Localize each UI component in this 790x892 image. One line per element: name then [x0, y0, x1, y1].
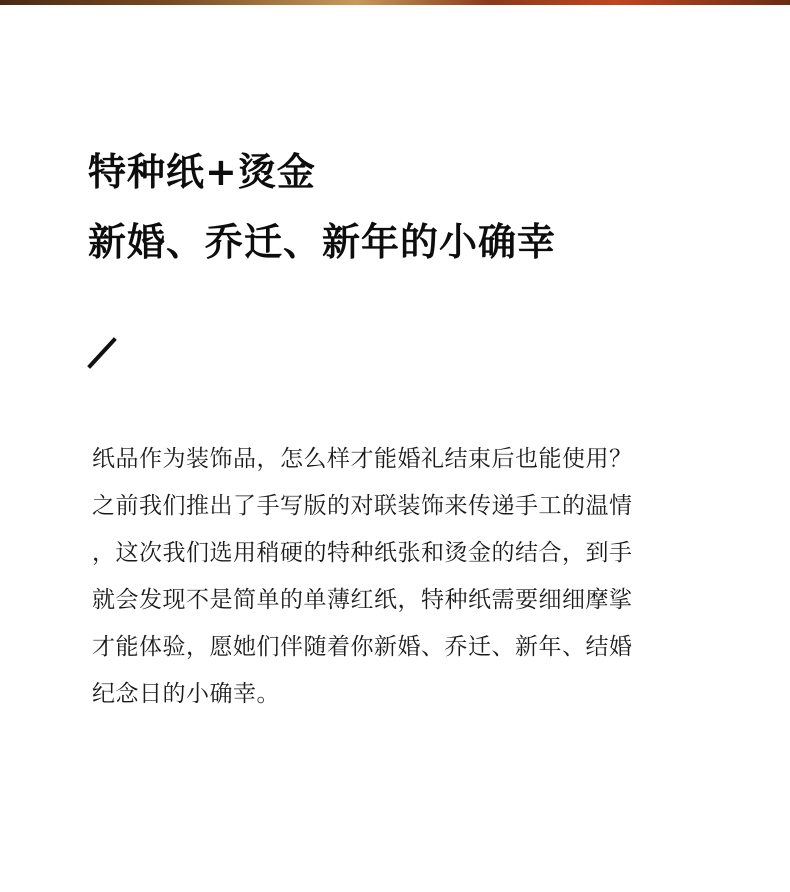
body-line: 之前我们推出了手写版的对联装饰来传递手工的温情	[92, 493, 633, 519]
body-line: 才能体验，愿她们伴随着你新婚、乔迁、新年、结婚	[92, 634, 633, 660]
headline-subtitle: 新婚、乔迁、新年的小确幸	[88, 220, 557, 264]
body-line: 就会发现不是简单的单薄红纸，特种纸需要细细摩挲	[92, 587, 633, 613]
body-line: ，这次我们选用稍硬的特种纸张和烫金的结合，到手	[92, 540, 633, 566]
top-photo-strip	[0, 0, 790, 5]
slash-icon	[86, 336, 120, 370]
headline-title: 特种纸+烫金	[88, 150, 316, 194]
body-line: 纸品作为装饰品，怎么样才能婚礼结束后也能使用？	[92, 446, 633, 472]
body-paragraph	[92, 436, 712, 718]
body-line: 纪念日的小确幸。	[92, 681, 280, 707]
